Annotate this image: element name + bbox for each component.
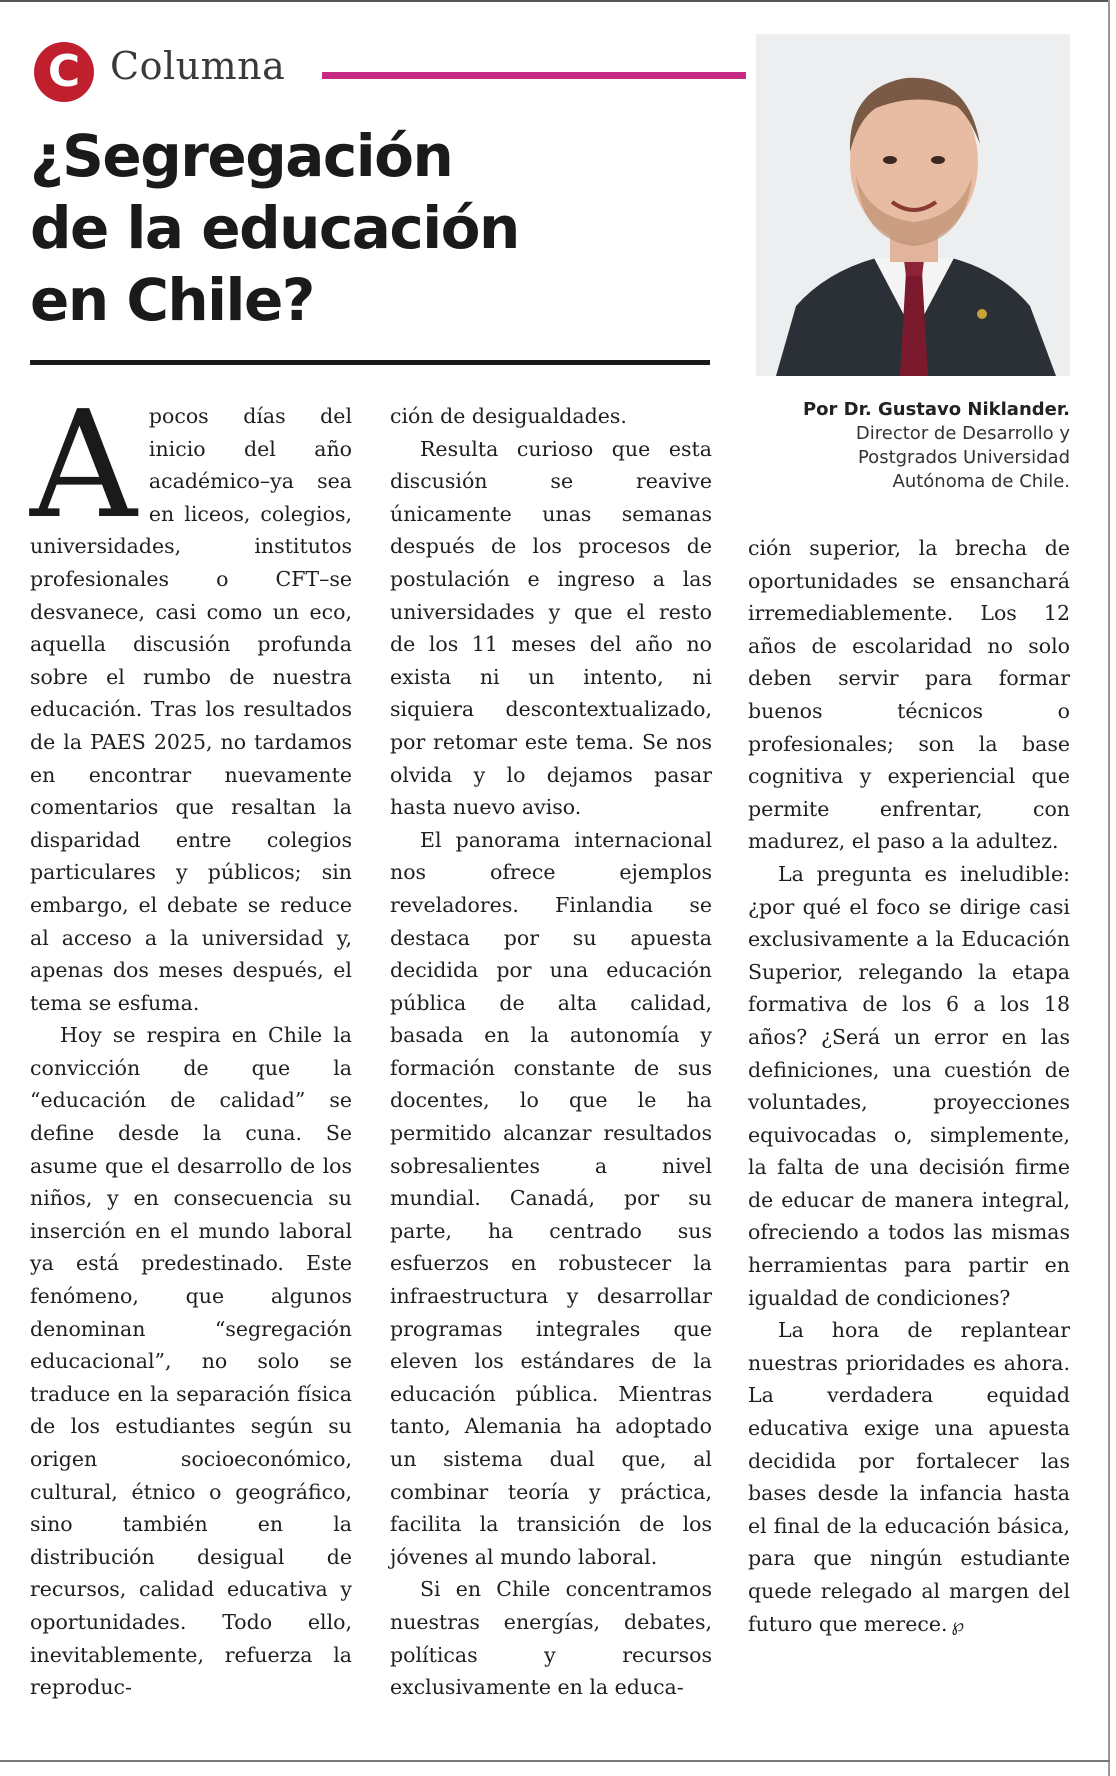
paragraph	[30, 379, 352, 1019]
paragraph	[748, 1314, 1070, 1642]
article-column-2	[390, 400, 712, 1704]
article-column-1	[30, 379, 352, 1704]
end-mark-icon: ℘	[951, 1614, 965, 1636]
section-label: Columna	[110, 44, 286, 88]
section-rule	[322, 72, 746, 79]
headline-rule	[30, 360, 710, 365]
author-portrait-svg	[756, 34, 1070, 376]
paragraph: Resulta curioso que esta discusión se reavive únicamente unas semanas después de los procesos de postulación e ingreso a las universidades y que el resto de los 11 meses del año no exista ni un intento, ni siquiera descontextualizado, por retomar este tema. Se nos olvida y lo dejamos pasar hasta nuevo aviso.	[390, 436, 712, 820]
section-badge: C	[34, 42, 94, 102]
author-role-line-2: Postgrados Universidad	[857, 447, 1070, 468]
page-bottom-border	[0, 1760, 1110, 1762]
page-top-border	[0, 0, 1110, 2]
page-right-border	[1108, 0, 1110, 1776]
author-role-line-1: Director de Desarrollo y	[855, 423, 1070, 444]
paragraph: ción de desigualdades.	[390, 404, 627, 428]
byline	[760, 398, 1070, 494]
headline-line-2: de la educación	[30, 194, 519, 262]
paragraph: El panorama internacional nos ofrece ejemplos reveladores. Finlandia se destaca por su apuesta decidida por una educación pública de alta calidad, basada en la autonomía y formación constante de sus docentes, lo que le ha permitido alcanzar resultados sobresalientes a nivel mundial. Canadá, por su parte, ha centrado sus esfuerzos en robustecer la infraestructura y desarrollar programas integrales que eleven los estándares de la educación pública. Mientras tanto, Alemania ha adoptado un sistema dual que, al combinar teoría y práctica, facilita la transición de los jóvenes al mundo laboral.	[390, 827, 712, 1569]
paragraph: ción superior, la brecha de oportunidades se ensanchará irremediablemente. Los 12 años de escolaridad no solo deben servir para formar buenos técnicos o profesionales; son la base cognitiva y experiencial que permite enfrentar, con madurez, el paso a la adultez.	[748, 536, 1070, 854]
paragraph: La pregunta es ineludible: ¿por qué el foco se dirige casi exclusivamente a la Educación Superior, relegando la etapa formativa de los 6 a los 18 años? ¿Será un error en las definiciones, una cuestión de voluntades, proyecciones equivocadas o, simplemente, la falta de una decisión firme de educar de manera integral, ofreciendo a todos las mismas herramientas para partir en igualdad de condiciones?	[748, 861, 1070, 1310]
paragraph: Si en Chile concentramos nuestras energías, debates, políticas y recursos exclusivamente en la educa-	[390, 1577, 712, 1700]
article-column-3	[748, 532, 1070, 1642]
paragraph-text: La hora de replantear nuestras prioridades es ahora. La verdadera equidad educativa exige una apuesta decidida por fortalecer las bases desde la infancia hasta el final de la educación básica, para que ningún estudiante quede relegado al margen del futuro que merece.	[748, 1318, 1070, 1636]
author-portrait-icon	[756, 34, 1070, 376]
headline	[30, 120, 730, 336]
author-name: Por Dr. Gustavo Niklander.	[802, 399, 1070, 420]
drop-cap: A	[30, 379, 137, 551]
author-role-line-3: Autónoma de Chile.	[892, 471, 1070, 492]
paragraph: Hoy se respira en Chile la convicción de que la “educación de calidad” se define desde la cuna. Se asume que el desarrollo de los niños, y en consecuencia su inserción en el mundo laboral ya está predestinado. Este fenómeno, que algunos denominan “segregación educacional”, no solo se traduce en la separación física de los estudiantes según su origen socioeconómico, cultural, étnico o geográfico, sino también en la distribución desigual de recursos, calidad educativa y oportunidades. Todo ello, inevitablemente, refuerza la reproduc-	[30, 1023, 352, 1700]
headline-line-1: ¿Segregación	[30, 122, 453, 190]
paragraph-text: pocos días del inicio del año académico–ya sea en liceos, colegios, universidades, institutos profesionales o CFT–se desvanece, casi como un eco, aquella discusión profunda sobre el rumbo de nuestra educación. Tras los resultados de la PAES 2025, no tardamos en encontrar nuevamente comentarios que resaltan la disparidad entre colegios particulares y públicos; sin embargo, el debate se reduce al acceso a la universidad y, apenas dos meses después, el tema se esfuma.	[30, 404, 352, 1015]
headline-line-3: en Chile?	[30, 266, 314, 334]
